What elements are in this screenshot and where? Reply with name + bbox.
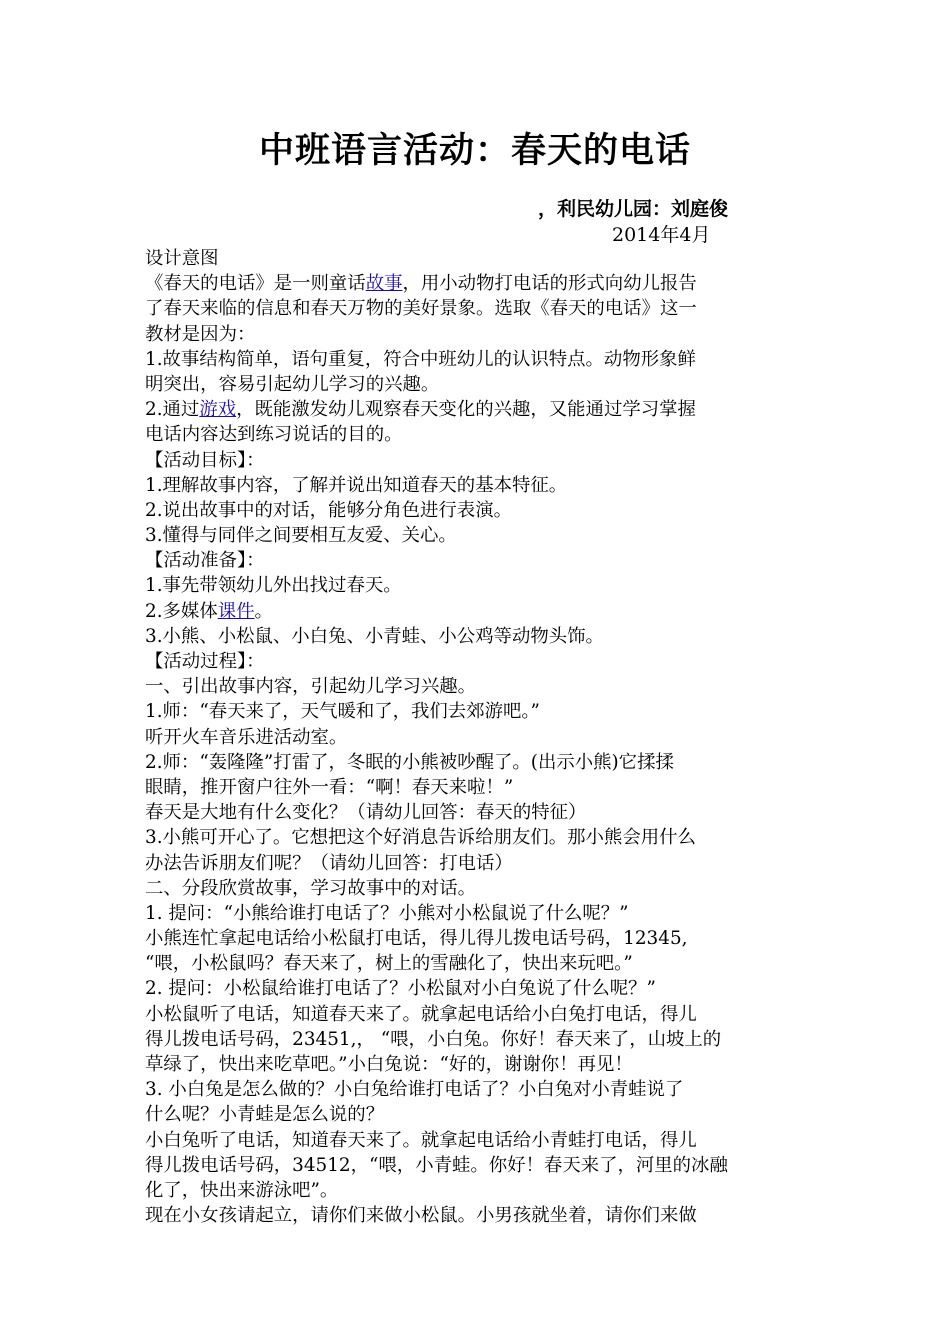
text-segment: 了春天来临的信息和春天万物的美好景象。选取《春天的电话》这一 [145, 298, 697, 320]
text-line [145, 599, 810, 624]
text-line [145, 800, 810, 825]
text-segment: ，既能激发幼儿观察春天变化的兴趣，又能通过学习掌握 [236, 399, 696, 421]
inline-link[interactable]: 课件 [217, 600, 255, 622]
text-segment: 小松鼠听了电话，知道春天来了。就拿起电话给小白兔打电话，得儿 [145, 1003, 697, 1025]
inline-link[interactable]: 游戏 [199, 399, 237, 421]
text-segment: 化了，快出来游泳吧”。 [145, 1179, 339, 1201]
text-segment: 1.理解故事内容，了解并说出知道春天的基本特征。 [145, 474, 568, 496]
text-line [145, 951, 810, 976]
text-line [145, 322, 810, 347]
text-segment: “喂，小松鼠吗？春天来了，树上的雪融化了，快出来玩吧。” [145, 953, 633, 975]
text-line [145, 523, 810, 548]
text-line [145, 976, 810, 1001]
text-line [145, 825, 810, 850]
text-line [145, 699, 810, 724]
text-segment: 教材是因为： [145, 323, 256, 345]
text-line [145, 246, 810, 271]
text-line [145, 1002, 810, 1027]
date-line: 2014年4月 [612, 224, 711, 246]
text-segment: 3.小熊可开心了。它想把这个好消息告诉给朋友们。那小熊会用什么 [145, 827, 696, 849]
text-segment: 3.小熊、小松鼠、小白兔、小青蛙、小公鸡等动物头饰。 [145, 625, 604, 647]
text-line [145, 448, 810, 473]
text-line [145, 775, 810, 800]
text-line [145, 674, 810, 699]
text-segment: 电话内容达到练习说话的目的。 [145, 424, 403, 446]
text-line [145, 397, 810, 422]
text-segment: 现在小女孩请起立，请你们来做小松鼠。小男孩就坐着，请你们来做 [145, 1205, 697, 1227]
text-segment: 2.多媒体 [145, 600, 218, 622]
text-line [145, 548, 810, 573]
text-line [145, 1077, 810, 1102]
text-line [145, 573, 810, 598]
text-line [145, 372, 810, 397]
text-segment: 明突出，容易引起幼儿学习的兴趣。 [145, 373, 440, 395]
text-segment: 1.事先带领幼儿外出找过春天。 [145, 575, 402, 597]
text-line [145, 473, 810, 498]
text-segment: 草绿了，快出来吃草吧。”小白兔说：“好的，谢谢你！再见！ [145, 1054, 633, 1075]
text-line [145, 1178, 810, 1203]
text-segment: 什么呢？小青蛙是怎么说的？ [145, 1104, 385, 1126]
text-segment: 1.师：“春天来了，天气暖和了，我们去郊游吧。” [145, 701, 540, 723]
text-line [145, 725, 810, 750]
text-segment: ，用小动物打电话的形式向幼儿报告 [402, 273, 697, 295]
text-segment: 2.通过 [145, 399, 200, 421]
text-line [145, 1102, 810, 1127]
text-line [145, 901, 810, 926]
text-segment: 3. 小白兔是怎么做的？小白兔给谁打电话了？小白兔对小青蛙说了 [145, 1079, 684, 1101]
text-segment: 二、分段欣赏故事，学习故事中的对话。 [145, 877, 477, 899]
text-segment: 小白兔听了电话，知道春天来了。就拿起电话给小青蛙打电话，得儿 [145, 1129, 697, 1151]
inline-link[interactable]: 故事 [365, 273, 403, 295]
text-segment: 听开火车音乐进活动室。 [145, 726, 348, 748]
text-line [145, 1153, 810, 1178]
text-segment: 办法告诉朋友们呢？（请幼儿回答：打电话） [145, 852, 513, 874]
text-line [145, 1203, 810, 1228]
document-title: 中班语言活动：春天的电话 [258, 131, 691, 171]
text-segment: 春天是大地有什么变化？（请幼儿回答：春天的特征） [145, 802, 587, 824]
text-segment: 设计意图 [145, 248, 219, 269]
text-line [145, 271, 810, 296]
text-segment: 一、引出故事内容，引起幼儿学习兴趣。 [145, 676, 477, 698]
text-line [145, 498, 810, 523]
text-line [145, 851, 810, 876]
text-line [145, 649, 810, 674]
text-segment: 【活动准备】： [145, 550, 265, 572]
text-segment: 1. 提问：“小熊给谁打电话了？小熊对小松鼠说了什么呢？” [145, 902, 629, 924]
text-line [145, 1128, 810, 1153]
text-line [145, 296, 810, 321]
text-segment: 。 [254, 600, 273, 622]
text-segment: 【活动目标】： [145, 449, 265, 471]
text-line [145, 1027, 810, 1052]
text-line [145, 624, 810, 649]
text-segment: 得儿拨电话号码，34512，“喂，小青蛙。你好！春天来了，河里的冰融 [145, 1154, 728, 1176]
text-segment: 《春天的电话》是一则童话 [145, 273, 366, 295]
text-segment: 眼睛，推开窗户往外一看：“啊！春天来啦！” [145, 776, 514, 798]
text-segment: 3.懂得与同伴之间要相互友爱、关心。 [145, 525, 457, 547]
text-line [145, 876, 810, 901]
text-line [145, 422, 810, 447]
text-segment: 小熊连忙拿起电话给小松鼠打电话，得儿得儿拨电话号码，12345, [145, 928, 688, 950]
text-segment: 2.师：“轰隆隆”打雷了，冬眠的小熊被吵醒了。(出示小熊)它揉揉 [145, 751, 674, 773]
text-segment: 2. 提问：小松鼠给谁打电话了？小松鼠对小白兔说了什么呢？” [145, 978, 656, 1000]
text-line [145, 347, 810, 372]
text-segment: 2.说出故事中的对话，能够分角色进行表演。 [145, 499, 512, 521]
text-line [145, 1052, 810, 1077]
author-line: ，利民幼儿园：刘庭俊 [538, 198, 729, 220]
text-line [145, 750, 810, 775]
text-segment: 【活动过程】： [145, 651, 265, 672]
text-segment: 得儿拨电话号码，23451,， “喂，小白兔。你好！春天来了，山坡上的 [145, 1028, 722, 1050]
text-line [145, 926, 810, 951]
document-body [145, 246, 810, 1228]
text-segment: 1.故事结构简单，语句重复，符合中班幼儿的认识特点。动物形象鲜 [145, 348, 696, 370]
